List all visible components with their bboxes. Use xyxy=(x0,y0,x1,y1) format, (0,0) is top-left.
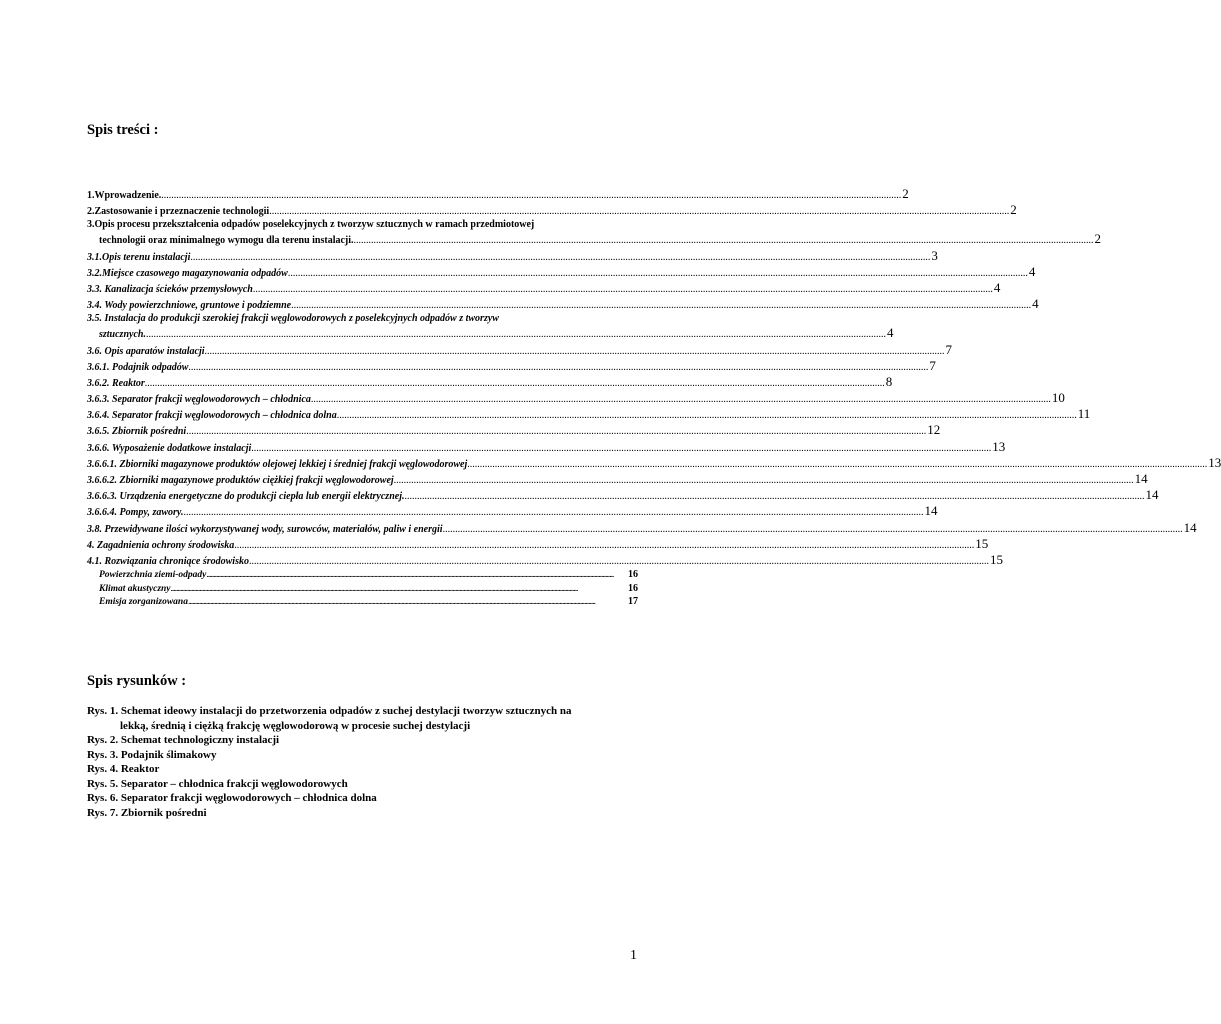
toc-page: 14 xyxy=(1134,471,1148,486)
toc-row[interactable]: 2.Zastosowanie i przeznaczenie technologii ..... 2 xyxy=(87,202,638,218)
toc-page: 8 xyxy=(885,373,893,389)
list-of-figures xyxy=(87,704,638,820)
leader-dots xyxy=(183,505,923,521)
leader-dots xyxy=(394,473,1134,489)
figure-entry[interactable]: Rys. 7. Zbiornik pośredni xyxy=(87,806,207,819)
toc-row[interactable]: 3.Opis procesu przekształcenia odpadów poselekcyjnych z tworzyw sztucznych w ramach przedmiotowej xyxy=(87,219,535,231)
toc-row[interactable]: 4. Zagadnienia ochrony środowiska ..... 15 xyxy=(87,536,638,552)
toc-page: 14 xyxy=(1145,487,1159,503)
toc-row[interactable]: 3.2.Miejsce czasowego magazynowania odpadów ..... 4 xyxy=(87,264,638,280)
leader-dots xyxy=(171,583,627,597)
toc-page: 7 xyxy=(945,341,953,357)
toc-row[interactable]: 3.4. Wody powierzchniowe, gruntowe i podziemne ..... 4 xyxy=(87,296,638,312)
toc-row[interactable]: Klimat akustyczny ..... 16 xyxy=(87,582,638,596)
toc-row[interactable]: 3.8. Przewidywane ilości wykorzystywanej wody, surowców, materiałów, paliw i energii ..... 14 xyxy=(87,520,638,536)
toc-row[interactable]: 3.6.3. Separator frakcji węglowodorowych – chłodnica ..... 10 xyxy=(87,390,638,406)
leader-dots xyxy=(404,489,1144,505)
toc-row[interactable]: 3.6.6.3. Urządzenia energetyczne do produkcji ciepła lub energii elektrycznej. ..... 14 xyxy=(87,487,638,503)
toc-page: 3 xyxy=(931,247,938,263)
toc-page: 2 xyxy=(1010,202,1017,218)
toc-row[interactable]: 3.6.6.4. Pompy, zawory. ..... 14 xyxy=(87,503,638,519)
toc-page: 4 xyxy=(886,325,894,341)
toc-row[interactable]: 3.6. Opis aparatów instalacji ..... 7 xyxy=(87,342,638,358)
toc-row[interactable]: 3.6.1. Podajnik odpadów ..... 7 xyxy=(87,358,638,374)
toc-page: 4 xyxy=(1028,263,1036,279)
figure-entry[interactable]: Rys. 5. Separator – chłodnica frakcji węglowodorowych xyxy=(87,777,348,790)
toc-row[interactable]: 3.3. Kanalizacja ścieków przemysłowych ..... 4 xyxy=(87,280,638,296)
leader-dots xyxy=(288,266,1028,282)
figure-entry[interactable]: Rys. 2. Schemat technologiczny instalacji xyxy=(87,734,280,746)
leader-dots xyxy=(354,233,1094,249)
toc-row[interactable]: 4.1. Rozwiązania chroniące środowisko ..... 15 xyxy=(87,552,638,568)
leader-dots xyxy=(234,538,974,554)
table-of-contents xyxy=(87,186,1221,609)
figure-entry[interactable]: Rys. 1. Schemat ideowy instalacji do przetworzenia odpadów z suchej destylacji tworzyw sztucznych na xyxy=(87,705,572,717)
leader-dots xyxy=(253,282,993,298)
leader-dots xyxy=(311,392,1051,408)
toc-row[interactable]: 3.6.6.1. Zbiorniki magazynowe produktów olejowej lekkiej i średniej frakcji węglowodorowej ..... 13 xyxy=(87,455,638,471)
leader-dots xyxy=(161,188,901,204)
figure-entry-continuation[interactable]: lekką, średnią i ciężką frakcję węglowodorową w procesie suchej destylacji xyxy=(120,719,471,732)
toc-row-continuation[interactable]: sztucznych. ..... 4 xyxy=(87,325,638,341)
figure-entry[interactable]: Rys. 4. Reaktor xyxy=(87,763,160,775)
toc-page: 16 xyxy=(628,582,638,594)
leader-dots xyxy=(188,596,627,610)
page-number: 1 xyxy=(630,948,637,963)
toc-row[interactable]: 3.6.6.2. Zbiorniki magazynowe produktów ciężkiej frakcji węglowodorowej ..... 14 xyxy=(87,471,638,487)
toc-page: 2 xyxy=(1094,231,1102,247)
toc-page: 2 xyxy=(902,186,909,201)
toc-row[interactable]: 3.5. Instalacja do produkcji szerokiej frakcji węglowodorowych z poselekcyjnych odpadów z tworzyw xyxy=(87,313,499,325)
toc-page: 13 xyxy=(992,438,1006,454)
toc-row[interactable]: 1.Wprowadzenie. ..... 2 xyxy=(87,186,638,202)
leader-dots xyxy=(467,457,1207,473)
toc-row[interactable]: 3.6.6. Wyposażenie dodatkowe instalacji ..... 13 xyxy=(87,439,638,455)
leader-dots xyxy=(146,327,886,343)
toc-row[interactable]: Emisja zorganizowana ..... 17 xyxy=(87,595,638,609)
leader-dots xyxy=(186,424,926,440)
toc-page: 4 xyxy=(993,279,1001,295)
toc-page: 17 xyxy=(628,596,638,608)
toc-page: 13 xyxy=(1208,454,1221,470)
toc-row[interactable]: 3.6.2. Reaktor ..... 8 xyxy=(87,374,638,390)
leader-dots xyxy=(145,376,885,392)
toc-page: 11 xyxy=(1077,406,1091,422)
leader-dots xyxy=(190,250,930,266)
figure-entry[interactable]: Rys. 6. Separator frakcji węglowodorowych – chłodnica dolna xyxy=(87,792,377,804)
toc-page: 10 xyxy=(1051,390,1065,406)
toc-row[interactable]: 3.6.5. Zbiornik pośredni ..... 12 xyxy=(87,422,638,438)
toc-row[interactable]: 3.6.4. Separator frakcji węglowodorowych – chłodnica dolna ..... 11 xyxy=(87,406,638,422)
toc-row[interactable]: Powierzchnia ziemi-odpady ..... 16 xyxy=(87,568,638,582)
toc-heading: Spis treści : xyxy=(87,122,159,138)
leader-dots xyxy=(337,408,1077,424)
toc-page: 12 xyxy=(927,422,941,438)
toc-page: 14 xyxy=(924,503,938,519)
toc-page: 15 xyxy=(989,551,1003,567)
leader-dots xyxy=(205,344,945,360)
leader-dots xyxy=(188,360,928,376)
leader-dots xyxy=(251,441,991,457)
toc-page: 15 xyxy=(975,535,989,551)
toc-page: 7 xyxy=(929,357,936,373)
toc-row[interactable]: 3.1.Opis terenu instalacji ..... 3 xyxy=(87,248,638,264)
leader-dots xyxy=(249,554,989,570)
toc-page: 4 xyxy=(1032,296,1039,312)
leader-dots xyxy=(443,522,1183,538)
figure-entry[interactable]: Rys. 3. Podajnik ślimakowy xyxy=(87,748,217,761)
toc-page: 14 xyxy=(1183,519,1197,535)
toc-page: 16 xyxy=(628,569,638,581)
leader-dots xyxy=(206,569,627,583)
toc-row-continuation[interactable]: technologii oraz minimalnego wymogu dla terenu instalacji. ..... 2 xyxy=(87,231,638,247)
figures-heading: Spis rysunków : xyxy=(87,673,187,689)
